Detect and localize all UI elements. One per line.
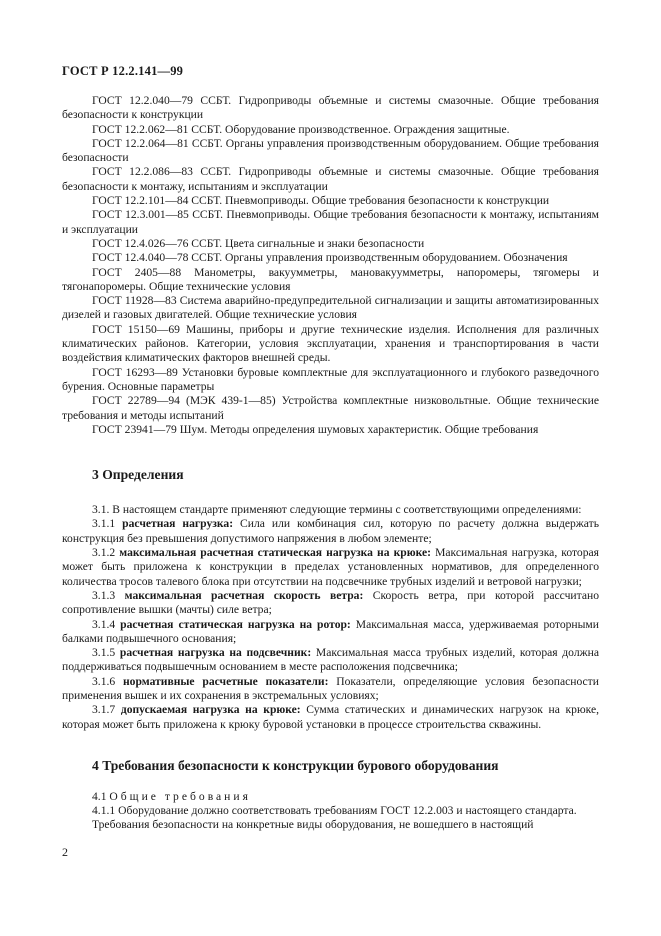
requirement-paragraph: 4.1.1 Оборудование должно соответствовать требованиям ГОСТ 12.2.003 и настоящего стандарта.: [92, 804, 577, 818]
definition-number: 3.1.7: [92, 703, 116, 717]
definition-term: максимальная расчетная скорость ветра:: [124, 588, 364, 602]
reference-item: ГОСТ 12.2.086—83 ССБТ. Гидроприводы объемные и системы смазочные. Общие требования безопасности к монтажу, испытаниям и эксплуатации: [62, 165, 599, 193]
definition-number: 3.1.5: [92, 646, 116, 660]
definition-number: 3.1.2: [92, 546, 116, 560]
definition-text: Максимальная масса, удерживаемая роторными балками подвышечного основания;: [62, 617, 599, 645]
definition-text: Максимальная масса трубных изделий, которая должна поддерживаться подвышечным основанием в месте расположения подсвечника;: [62, 646, 599, 674]
definition-item: [62, 517, 599, 546]
page-number: 2: [62, 845, 68, 859]
reference-item: ГОСТ 15150—69 Машины, приборы и другие технические изделия. Исполнения для различных климатических районов. Категории, условия эксплуатации, хранения и транспортирования в части воздействия климатических факторов внешней среды.: [62, 322, 599, 365]
definition-text: Сила или комбинация сил, которую по расчету должна выдержать конструкция без превышения допустимого напряжения в любом элементе;: [62, 517, 599, 545]
reference-item: ГОСТ 12.3.001—85 ССБТ. Пневмоприводы. Общие требования безопасности к монтажу, испытаниям и эксплуатации: [62, 208, 599, 236]
definition-term: нормативные расчетные показатели:: [123, 674, 329, 688]
definition-text: Показатели, определяющие условия безопасности применения вышек и их сохранения в экстремальных условиях;: [62, 674, 599, 702]
definition-number: 3.1.4: [92, 617, 116, 631]
normative-references-list: [62, 94, 599, 437]
reference-item: ГОСТ 16293—89 Установки буровые комплектные для эксплуатационного и глубокого разведочного бурения. Основные параметры: [62, 365, 599, 393]
subsection-heading: [62, 790, 599, 804]
definition-term: допускаемая нагрузка на крюке:: [120, 703, 301, 717]
requirement-paragraph: Требования безопасности на конкретные виды оборудования, не вошедшего в настоящий: [92, 818, 534, 832]
definitions-intro: 3.1. В настоящем стандарте применяют следующие термины с соответствующими определениями:: [92, 503, 582, 517]
definition-term: расчетная нагрузка:: [122, 517, 234, 531]
definition-term: расчетная нагрузка на подсвечник:: [119, 646, 312, 660]
section-4-heading: 4 Требования безопасности к конструкции бурового оборудования: [92, 757, 499, 773]
requirements-section: [62, 790, 599, 833]
reference-item: ГОСТ 23941—79 Шум. Методы определения шумовых характеристик. Общие требования: [92, 422, 539, 436]
document-header: ГОСТ Р 12.2.141—99: [62, 64, 184, 78]
reference-item: ГОСТ 22789—94 (МЭК 439-1—85) Устройства комплектные низковольтные. Общие технические требования и методы испытаний: [62, 394, 599, 422]
subsection-title: Общие требования: [109, 789, 251, 803]
section-3-heading: 3 Определения: [92, 467, 184, 483]
reference-item: ГОСТ 12.4.040—78 ССБТ. Органы управления производственным оборудованием. Обозначения: [92, 251, 568, 265]
reference-item: ГОСТ 12.4.026—76 ССБТ. Цвета сигнальные и знаки безопасности: [92, 236, 425, 250]
reference-item: ГОСТ 11928—83 Система аварийно-предупредительной сигнализации и защиты автоматизированных дизелей и газовых двигателей. Общие технические условия: [62, 294, 599, 322]
reference-item: ГОСТ 12.2.064—81 ССБТ. Органы управления производственным оборудованием. Общие требования безопасности: [62, 136, 599, 165]
definition-number: 3.1.6: [92, 674, 116, 688]
document-body: [62, 94, 599, 833]
definition-item: [62, 589, 599, 618]
subsection-number: 4.1: [92, 789, 107, 803]
definition-number: 3.1.3: [92, 588, 116, 602]
definition-item: [62, 675, 599, 704]
definition-number: 3.1.1: [92, 517, 116, 531]
definition-item: [62, 546, 599, 589]
definition-text: Максимальная нагрузка, которая может быть приложена к конструкции в пределах установленных нормативов, для определенного количества тросов талевого блока при отсутствии на подсвечнике трубных изделий и ветровой нагрузки;: [62, 546, 599, 588]
reference-item: ГОСТ 12.2.101—84 ССБТ. Пневмоприводы. Общие требования безопасности к конструкции: [92, 194, 550, 208]
definition-item: [62, 703, 599, 732]
reference-item: ГОСТ 12.2.062—81 ССБТ. Оборудование производственное. Ограждения защитные.: [92, 122, 510, 136]
definitions-section: [62, 503, 599, 732]
definition-item: [62, 618, 599, 647]
reference-item: ГОСТ 2405—88 Манометры, вакуумметры, мановакуумметры, напоромеры, тягомеры и тягонапоромеры. Общие технические условия: [62, 265, 599, 293]
reference-item: ГОСТ 12.2.040—79 ССБТ. Гидроприводы объемные и системы смазочные. Общие требования безопасности к конструкции: [62, 94, 599, 122]
definition-text: Сумма статических и динамических нагрузок на крюке, которая может быть приложена к крюку буровой установки в процессе строительства скважины.: [62, 703, 599, 731]
definition-text: Скорость ветра, при которой рассчитано сопротивление вышки (мачты) силе ветра;: [62, 588, 599, 617]
definition-term: максимальная расчетная статическая нагрузка на крюке:: [119, 546, 431, 560]
definition-term: расчетная статическая нагрузка на ротор:: [120, 617, 351, 631]
definition-item: [62, 646, 599, 675]
